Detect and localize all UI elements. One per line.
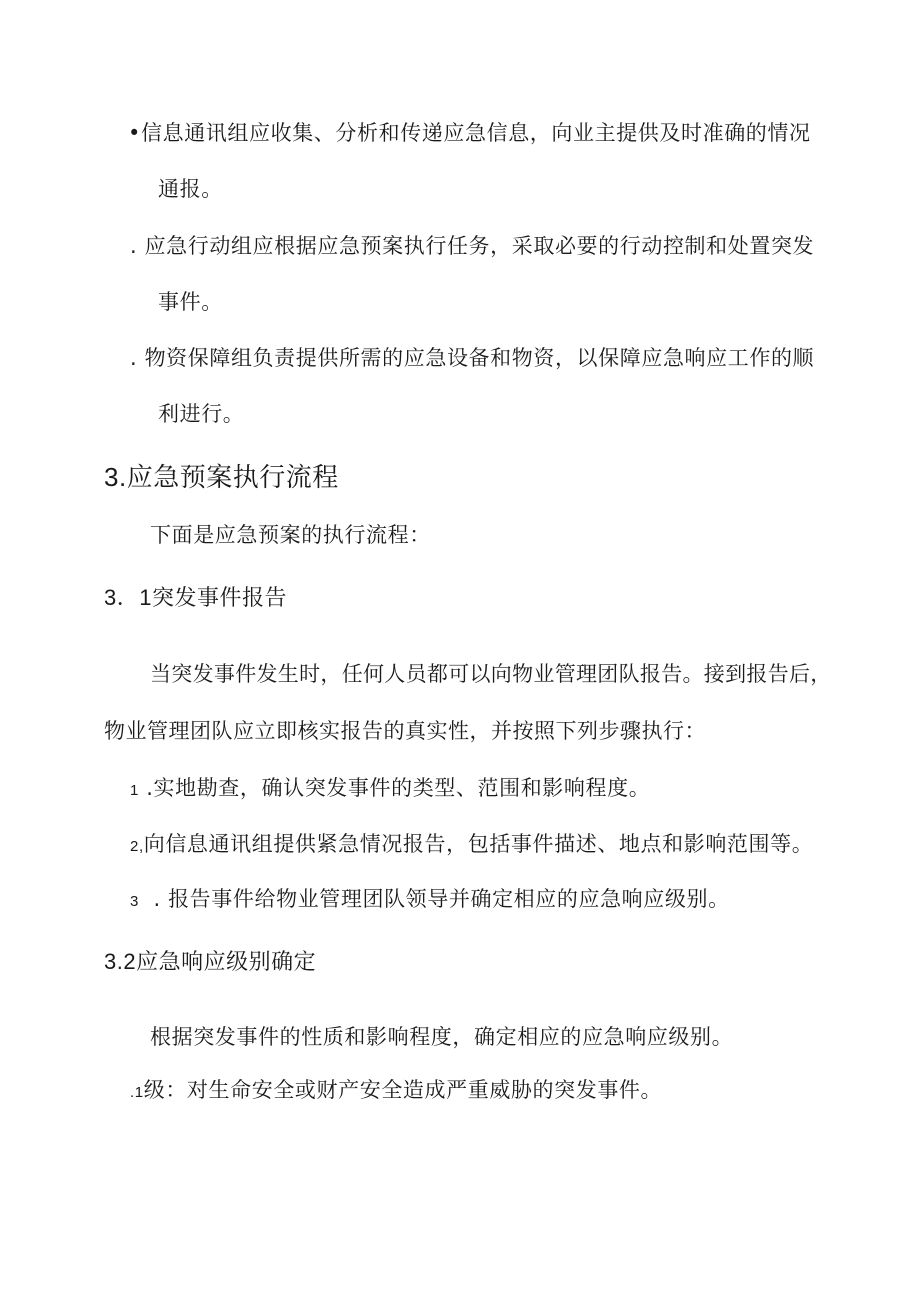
bullet-continuation: 利进行。	[158, 402, 245, 426]
step-number: 2,	[130, 838, 144, 855]
section-title: 应急预案执行流程	[126, 463, 339, 493]
bullet-text: 物资保障组负责提供所需的应急设备和物资，以保障应急响应工作的顺	[144, 346, 815, 370]
bullet-marker: .	[130, 346, 145, 370]
subsection-number: 3.2	[104, 949, 137, 974]
bullet-continuation: 事件。	[158, 290, 223, 314]
step-text: . 报告事件给物业管理团队领导并确定相应的应急响应级别。	[153, 887, 730, 911]
paragraph-line: 根据突发事件的性质和影响程度，确定相应的应急响应级别。	[150, 1025, 734, 1049]
subsection-title: 突发事件报告	[151, 586, 287, 611]
bullet-item	[130, 343, 814, 373]
bullet-continuation: 通报。	[158, 177, 223, 201]
step-item	[130, 884, 730, 917]
step-item	[130, 773, 650, 806]
step-text: .实地勘查，确认突发事件的类型、范围和影响程度。	[146, 776, 651, 800]
step-number: 3	[130, 893, 139, 910]
subsection-heading	[104, 946, 316, 979]
subsection-title: 应急响应级别确定	[136, 950, 317, 975]
bullet-marker: .	[130, 234, 145, 258]
step-number: 1	[130, 782, 139, 799]
level-item	[130, 1075, 662, 1108]
step-text: 向信息通讯组提供紧急情况报告，包括事件描述、地点和影响范围等。	[143, 832, 814, 856]
subsection-number: 3．1	[104, 585, 152, 610]
section-heading	[104, 459, 339, 496]
section-intro: 下面是应急预案的执行流程：	[150, 523, 431, 547]
subsection-heading	[104, 582, 287, 615]
bullet-item	[130, 231, 814, 261]
bullet-item	[128, 118, 811, 148]
section-number: 3.	[104, 462, 127, 492]
bullet-text: 应急行动组应根据应急预案执行任务，采取必要的行动控制和处置突发	[144, 234, 815, 258]
bullet-marker: •	[128, 121, 141, 145]
level-marker: .1	[130, 1084, 144, 1101]
level-text: 级：对生命安全或财产安全造成严重威胁的突发事件。	[143, 1078, 663, 1102]
step-item	[130, 829, 813, 862]
paragraph-line: 当突发事件发生时，任何人员都可以向物业管理团队报告。接到报告后，	[150, 662, 832, 686]
bullet-text: 信息通讯组应收集、分析和传递应急信息，向业主提供及时准确的情况	[141, 121, 811, 145]
paragraph-line: 物业管理团队应立即核实报告的真实性，并按照下列步骤执行：	[104, 719, 706, 743]
